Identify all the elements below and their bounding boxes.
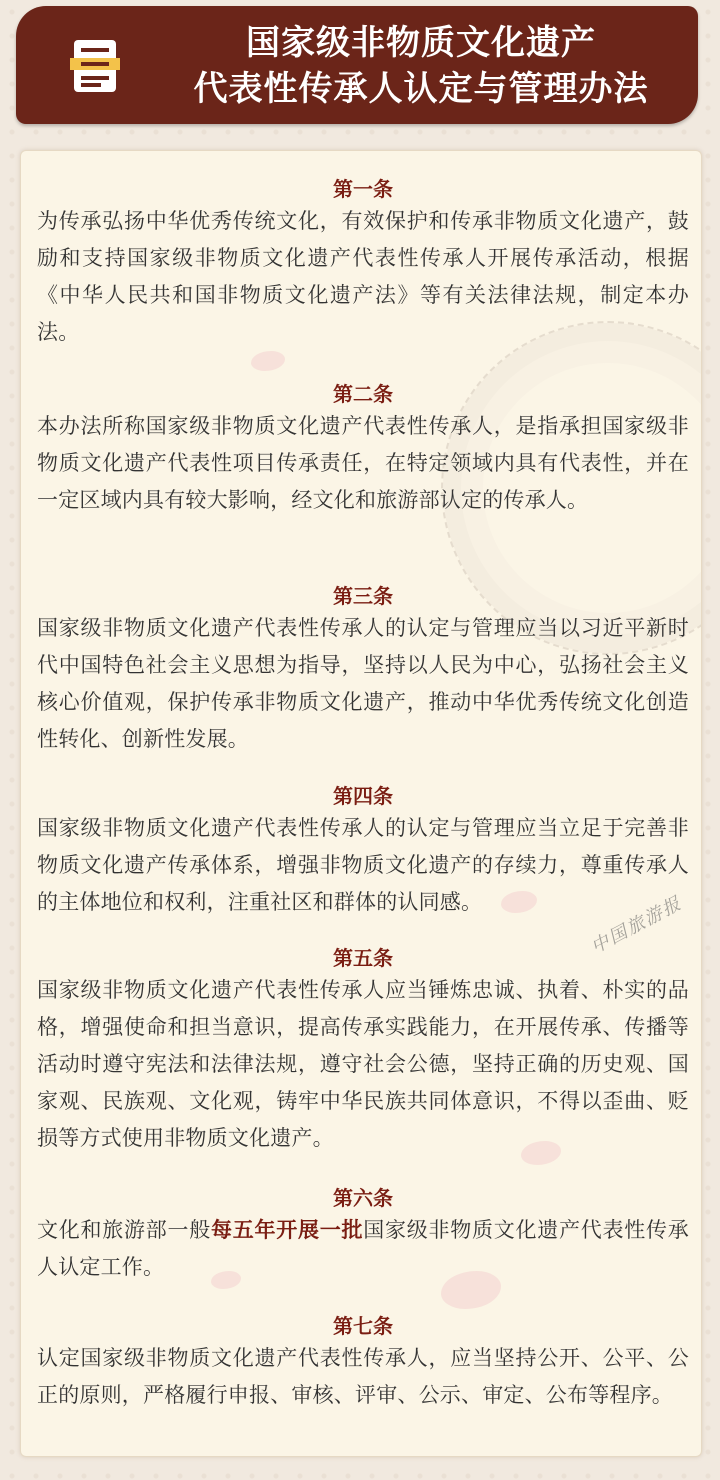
article-2 (37, 380, 689, 519)
article-body: 认定国家级非物质文化遗产代表性传承人，应当坚持公开、公平、公正的原则，严格履行申报、审核、评审、公示、审定、公布等程序。 (37, 1346, 689, 1407)
article-title: 第一条 (333, 177, 393, 201)
page-title-line1: 国家级非物质文化遗产 (246, 23, 596, 63)
article-title: 第三条 (333, 584, 393, 608)
article-5 (37, 944, 689, 1157)
article-title: 第七条 (333, 1314, 393, 1338)
watermark: 中国旅游报 (587, 892, 686, 959)
article-4 (37, 782, 689, 921)
article-body: 国家级非物质文化遗产代表性传承人应当锤炼忠诚、执着、朴实的品格，增强使命和担当意识，提高传承实践能力，在开展传承、传播等活动时遵守宪法和法律法规，遵守社会公德，坚持正确的历史观、国家观、民族观、文化观，铸牢中华民族共同体意识，不得以歪曲、贬损等方式使用非物质文化遗产。 (37, 978, 689, 1150)
article-7 (37, 1312, 689, 1414)
article-body: 为传承弘扬中华优秀传统文化，有效保护和传承非物质文化遗产，鼓励和支持国家级非物质文化遗产代表性传承人开展传承活动，根据《中华人民共和国非物质文化遗产法》等有关法律法规，制定本办法。 (37, 209, 689, 344)
page-title (136, 20, 706, 112)
article-title: 第四条 (333, 784, 393, 808)
article-body: 本办法所称国家级非物质文化遗产代表性传承人，是指承担国家级非物质文化遗产代表性项目传承责任，在特定领域内具有代表性，并在一定区域内具有较大影响，经文化和旅游部认定的传承人。 (37, 414, 689, 512)
article-body-text: 文化和旅游部一般 (37, 1218, 212, 1242)
content-panel (20, 150, 702, 1457)
article-3 (37, 582, 689, 758)
article-body (37, 1212, 689, 1286)
article-title: 第五条 (333, 946, 393, 970)
article-body: 国家级非物质文化遗产代表性传承人的认定与管理应当立足于完善非物质文化遗产传承体系，增强非物质文化遗产的存续力，尊重传承人的主体地位和权利，注重社区和群体的认同感。 (37, 816, 689, 914)
article-title: 第六条 (333, 1186, 393, 1210)
article-body: 国家级非物质文化遗产代表性传承人的认定与管理应当以习近平新时代中国特色社会主义思想为指导，坚持以人民为中心，弘扬社会主义核心价值观，保护传承非物质文化遗产，推动中华优秀传统文化创造性转化、创新性发展。 (37, 616, 689, 751)
article-body-highlight: 每五年开展一批 (211, 1218, 364, 1242)
article-title: 第二条 (333, 382, 393, 406)
document-icon (68, 36, 122, 96)
article-6 (37, 1184, 689, 1286)
page-title-line2: 代表性传承人认定与管理办法 (193, 69, 649, 109)
header-banner (16, 6, 698, 124)
article-1 (37, 175, 689, 351)
petal-decoration (251, 351, 285, 371)
article-body-text: 国家级非物质文化遗产代表性传承人认定工作。 (37, 1218, 689, 1279)
